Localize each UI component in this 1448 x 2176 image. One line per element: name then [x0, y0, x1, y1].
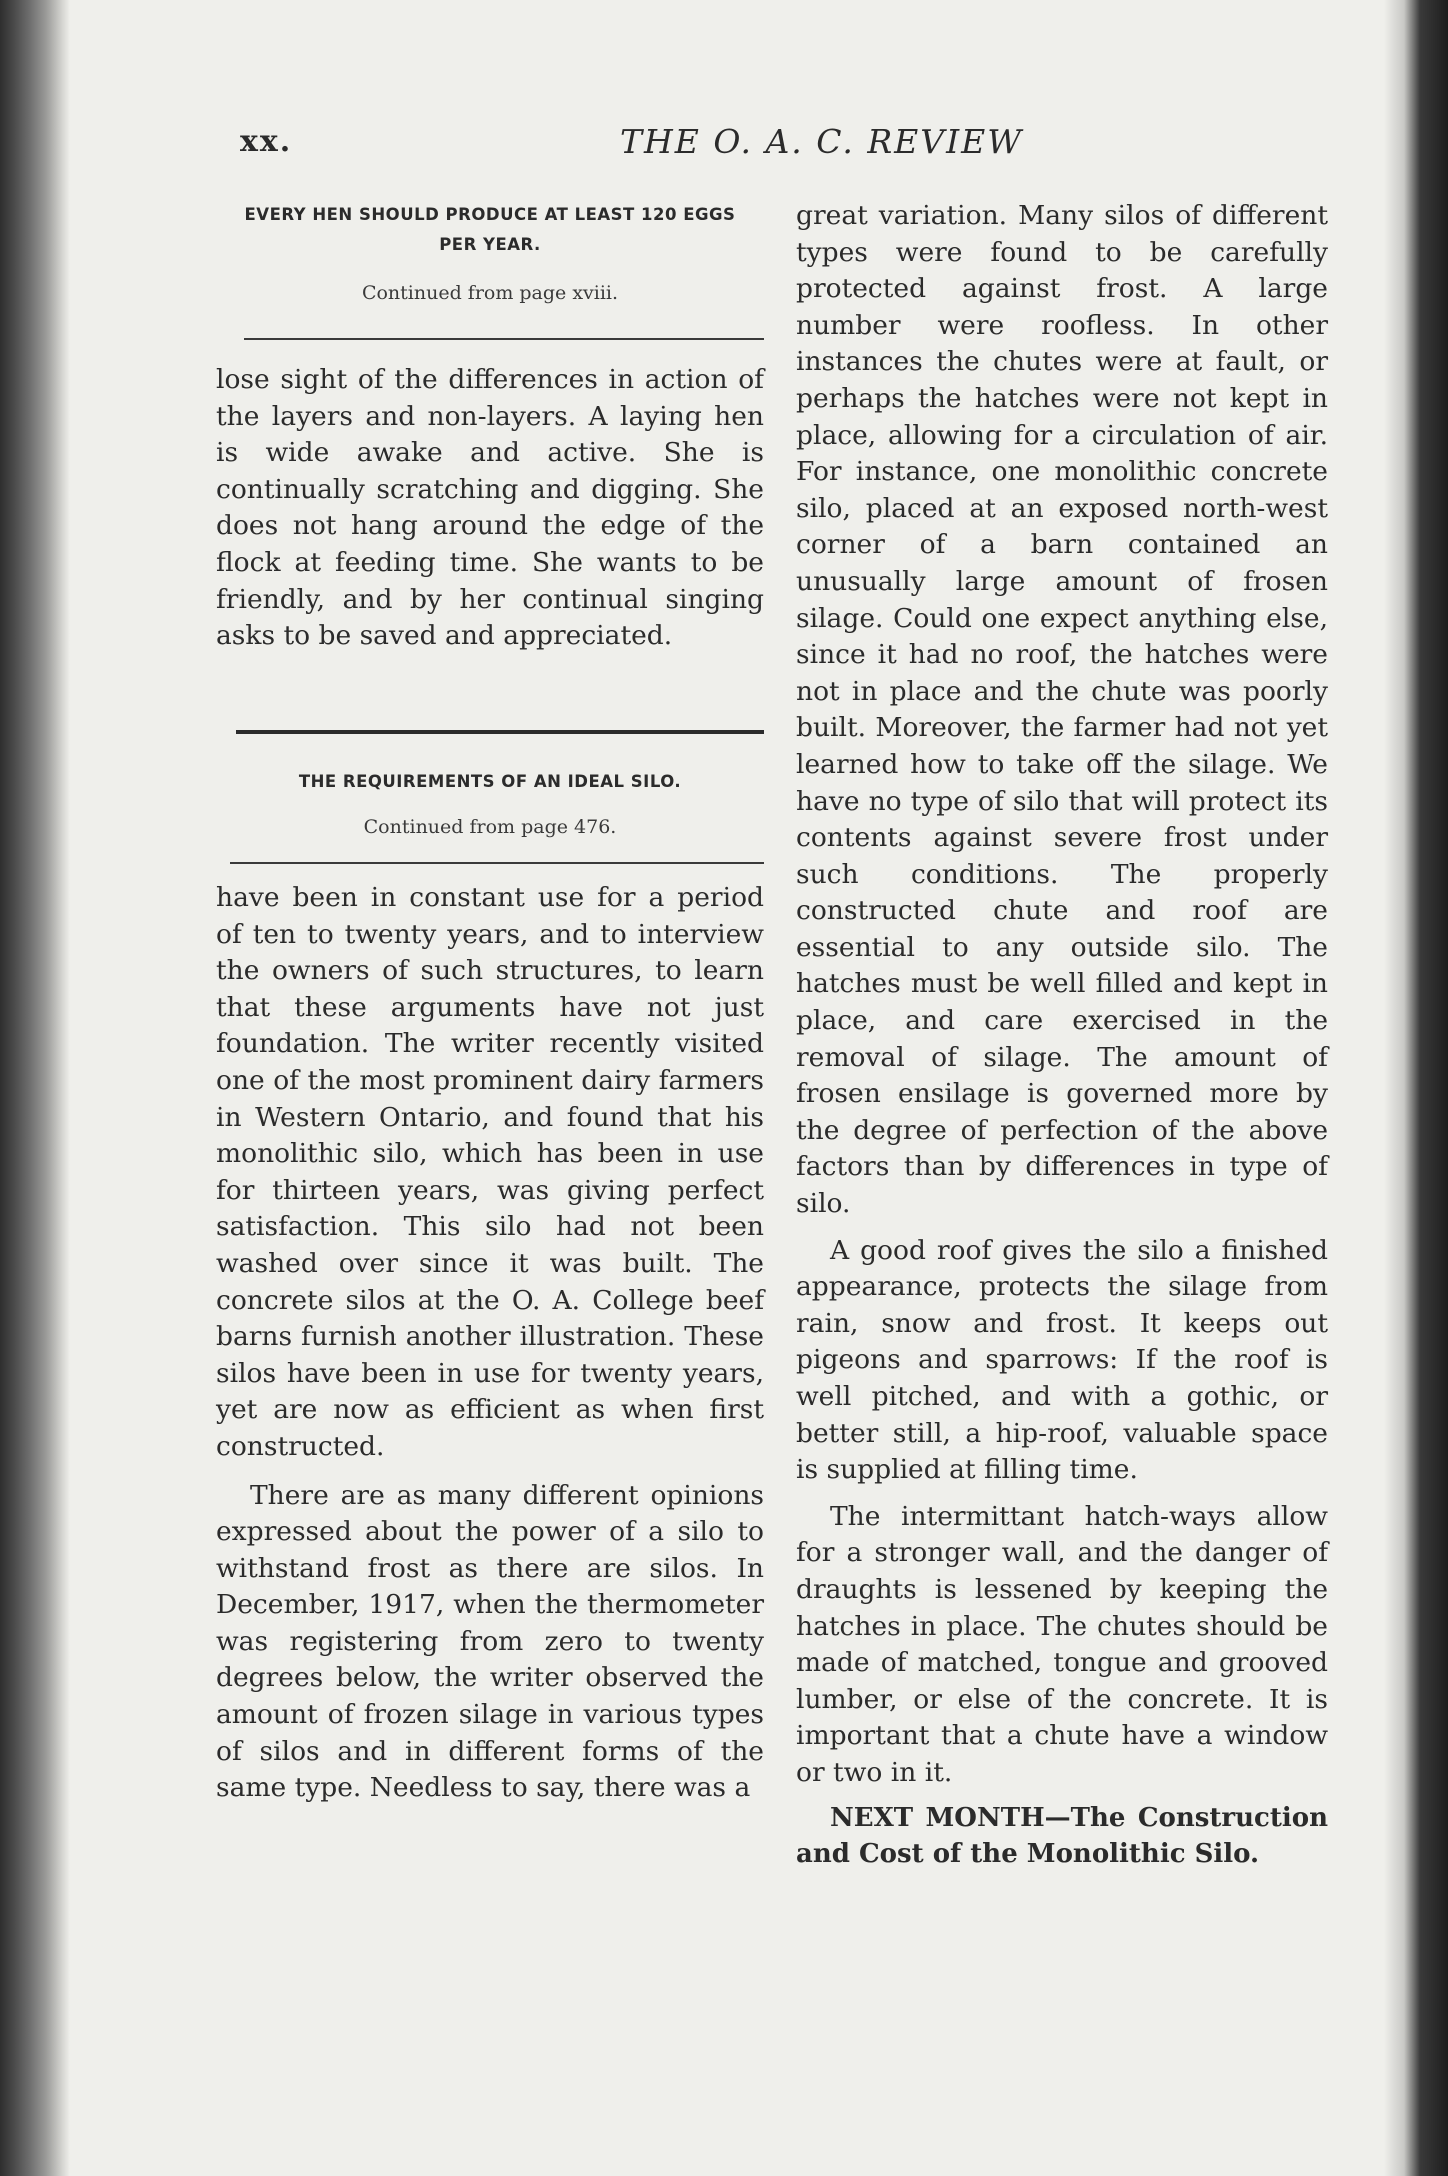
- running-head: THE O. A. C. REVIEW: [620, 122, 1024, 161]
- article2-title: THE REQUIREMENTS OF AN IDEAL SILO.: [298, 772, 682, 791]
- article1-rule: [244, 338, 764, 340]
- article2-continued: Continued from page 476.: [363, 816, 617, 838]
- article1-title-line2: PER YEAR.: [439, 235, 541, 254]
- article2-right-paragraph-2: A good roof gives the silo a finished appearance, protects the silage from rain, snow and frost. It keeps out pigeons and sparrows: If the roof is well pitched, and with a gothic, or better still, a hip-roof, valuable space is supplied at filling time.: [796, 1234, 1328, 1486]
- article2-left-paragraph-2: There are as many different opinions expressed about the power of a silo to withstand frost as there are silos. In December, 1917, when the thermometer was registering from zero to twenty degrees below, the writer observed the amount of frozen silage in various types of silos and in different forms of the same type. Needless to say, there was a: [216, 1479, 764, 1804]
- article2-right-paragraph-1: great variation. Many silos of different types were found to be carefully protected against frost. A large number were roofless. In other instances the chutes were at fault, or perhaps the hatches were not kept in place, allowing for a circulation of air. For instance, one monolithic concrete silo, placed at an exposed north-west corner of a barn contained an unusually large amount of frosen silage. Could one expect anything else, since it had no roof, the hatches were not in place and the chute was poorly built. Moreover, the farmer had not yet learned how to take off the silage. We have no type of silo that will protect its contents against severe frost under such conditions. The properly constructed chute and roof are essential to any outside silo. The hatches must be well filled and kept in place, and care exercised in the removal of silage. The amount of frosen ensilage is governed more by the degree of perfection of the above factors than by differences in type of silo.: [796, 200, 1328, 1220]
- article1-paragraph: lose sight of the differences in action of the layers and non-layers. A laying hen is wide awake and active. She is continually scratching and digging. She does not hang around the edge of the flock at feeding time. She wants to be friendly, and by her continual singing asks to be saved and appreciated.: [216, 364, 764, 652]
- article2-right-paragraph-3: The intermittant hatch-ways allow for a stronger wall, and the danger of draughts is lessened by keeping the hatches in place. The chutes should be made of matched, tongue and grooved lumber, or else of the concrete. It is important that a chute have a window or two in it.: [796, 1500, 1328, 1788]
- article1-body: [216, 362, 764, 655]
- page-number: xx.: [240, 124, 293, 159]
- article1-title-line1: EVERY HEN SHOULD PRODUCE AT LEAST 120 EGGS: [244, 205, 736, 224]
- article2-left-column: [216, 880, 764, 1807]
- article1-title: [216, 200, 764, 260]
- article2-left-paragraph-1: have been in constant use for a period of ten to twenty years, and to interview the owners of such structures, to learn that these arguments have not just foundation. The writer recently visited one of the most prominent dairy farmers in Western Ontario, and found that his monolithic silo, which has been in use for thirteen years, was giving perfect satisfaction. This silo had not been washed over since it was built. The concrete silos at the O. A. College beef barns furnish another illustration. These silos have been in use for twenty years, yet are now as efficient as when first constructed.: [216, 882, 764, 1462]
- section-divider: [236, 730, 764, 734]
- next-month-notice: NEXT MONTH—The Construction and Cost of the Monolithic Silo.: [796, 1802, 1328, 1870]
- article1-continued: Continued from page xviii.: [361, 282, 619, 304]
- article2-rule: [230, 862, 764, 864]
- article2-right-column: [796, 198, 1328, 1873]
